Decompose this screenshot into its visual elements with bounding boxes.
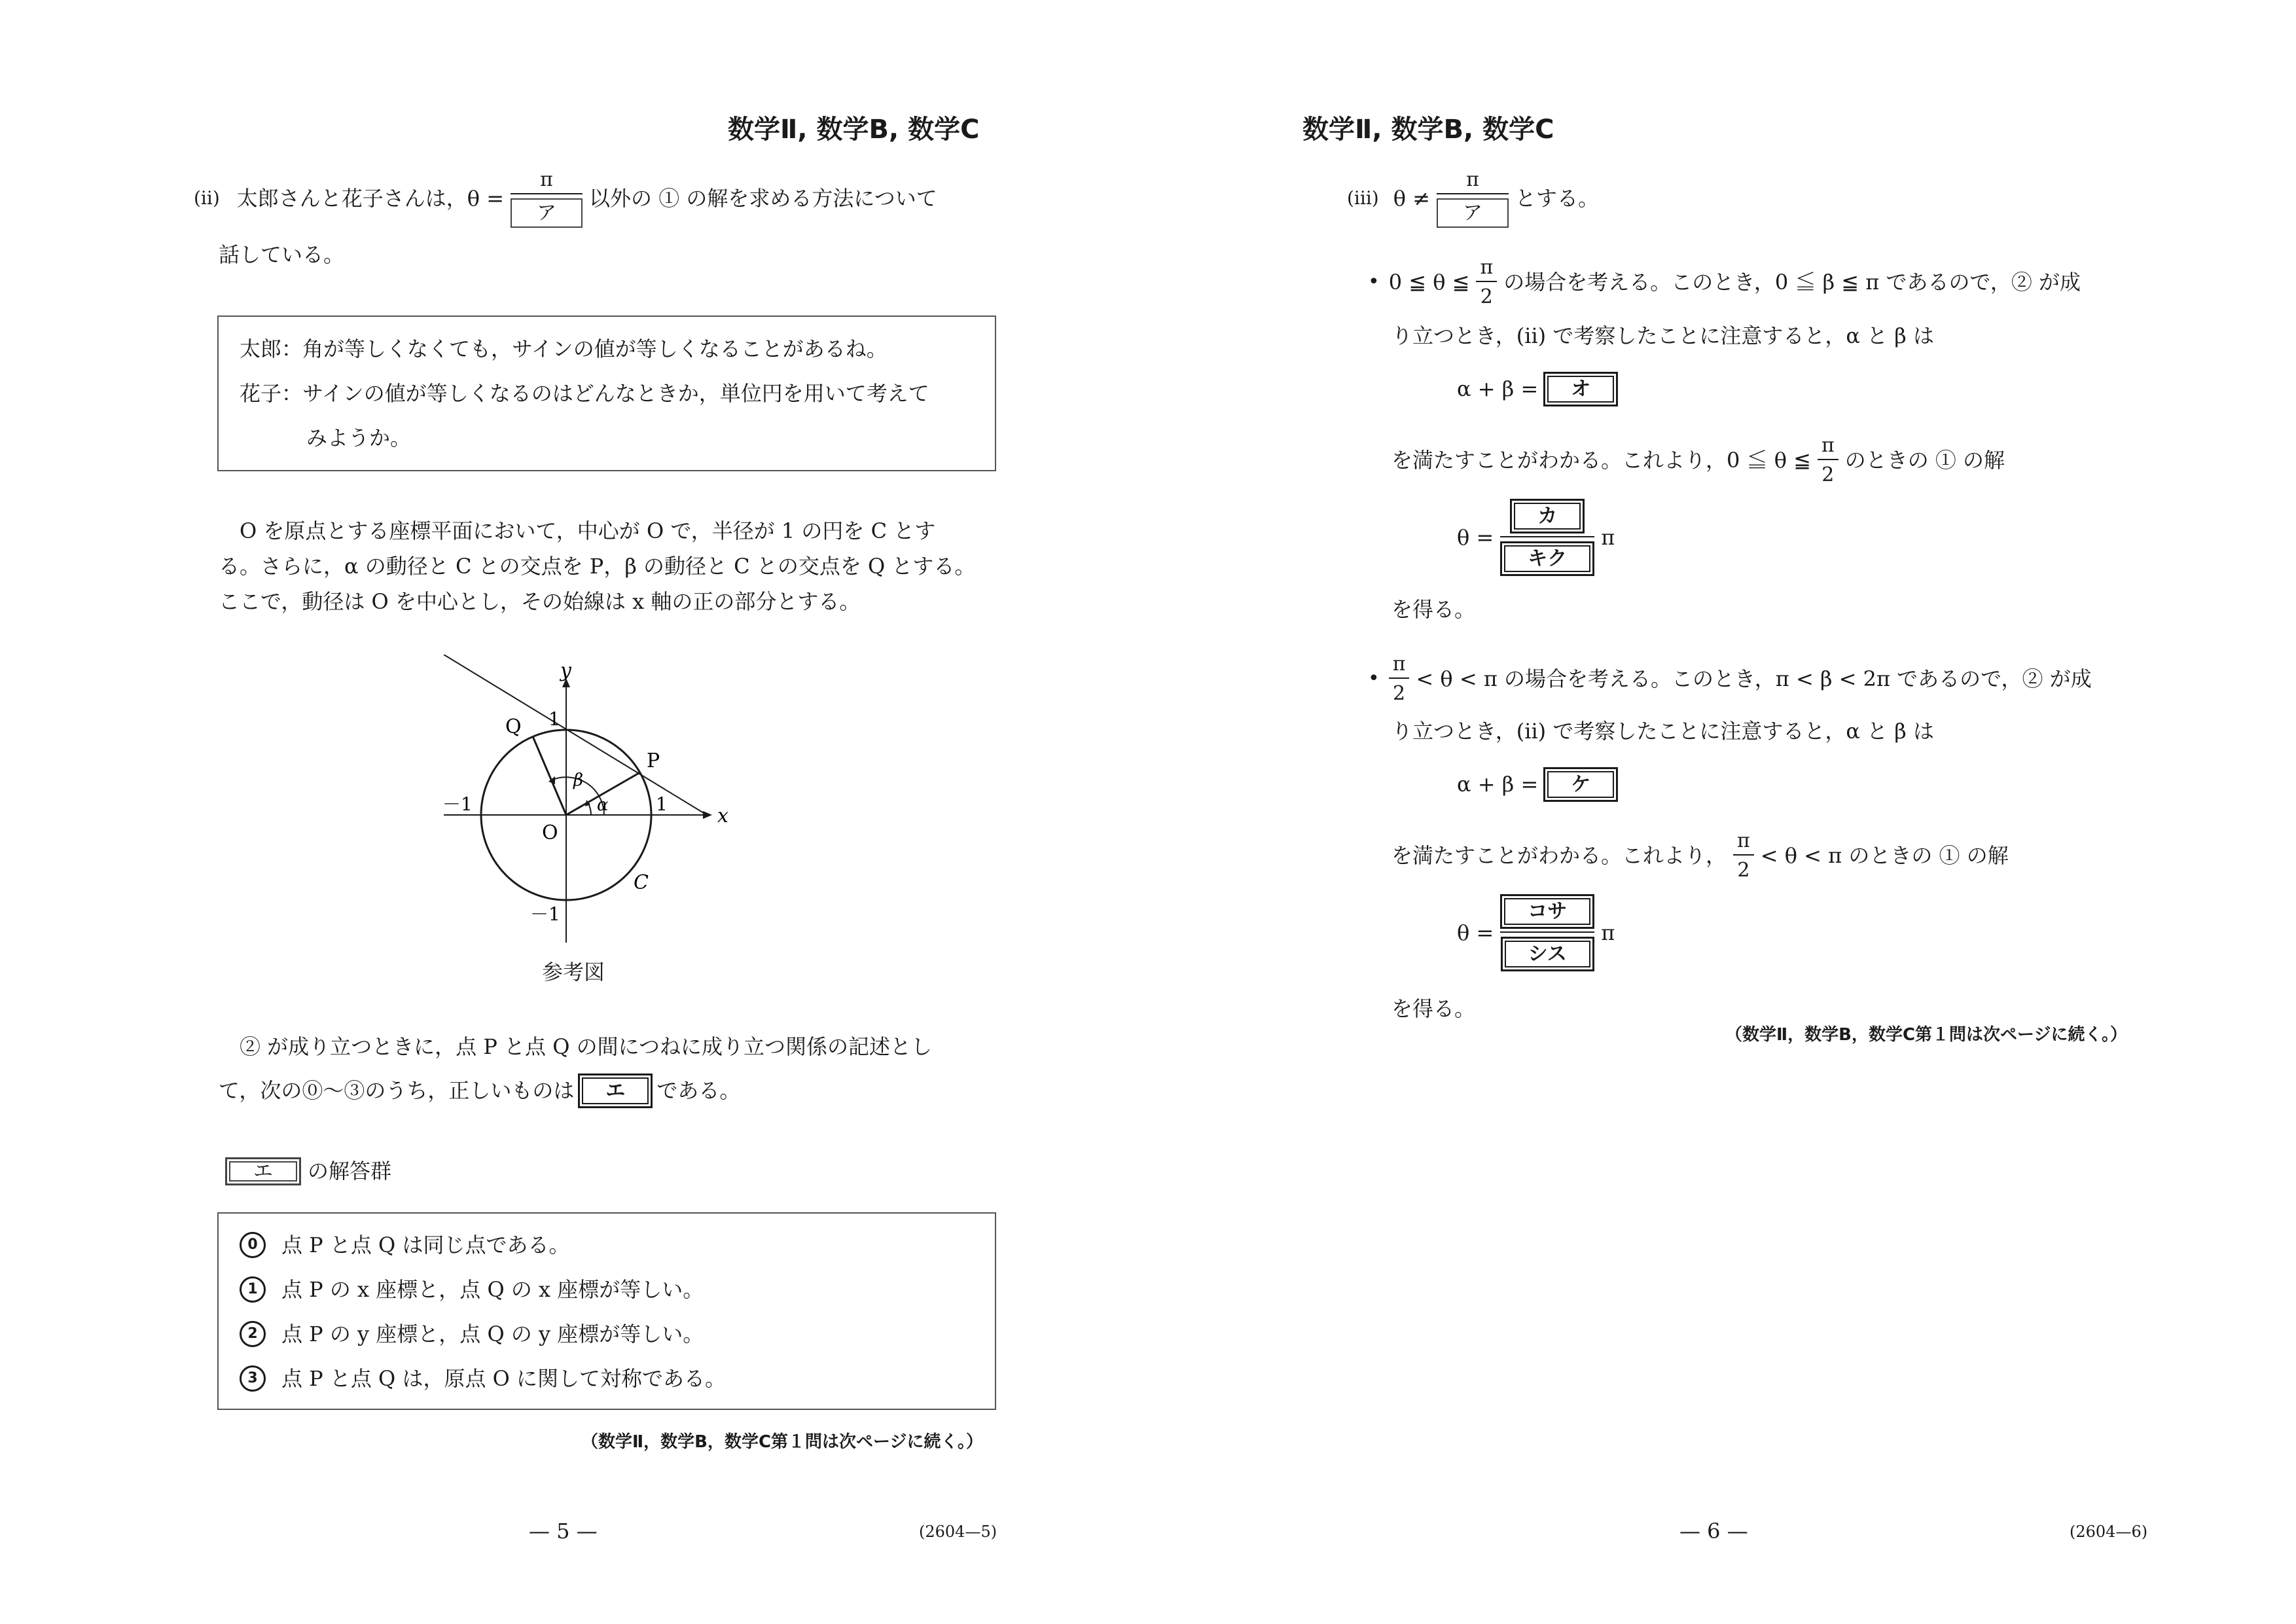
case1-frac-den: 2	[1480, 285, 1493, 308]
paragraph-line3: ここで，動径は O を中心とし，その始線は x 軸の正の部分とする。	[219, 589, 861, 614]
choice-0-text: 点 P と点 Q は同じ点である。	[281, 1232, 570, 1257]
left-page-code: (2604—5)	[919, 1523, 997, 1541]
q-ii-frac-box-a: ア	[511, 198, 583, 228]
case1-theta-bar	[1500, 536, 1594, 537]
q-ii-frac-num: π	[540, 168, 553, 191]
q-ii-marker: (ii)	[194, 187, 220, 209]
case2-line3-bar	[1733, 854, 1754, 856]
case1-post: の場合を考える。このとき，0 ≦ β ≦ π であるので，② が成	[1503, 269, 2081, 295]
x-axis-arrow	[703, 811, 712, 819]
case1-line3-den: 2	[1821, 463, 1835, 486]
q-iii-frac-box-a: ア	[1437, 198, 1509, 228]
case2-theta-pre: θ =	[1457, 920, 1494, 945]
q-iii-fraction	[1437, 169, 1509, 228]
question-line2-end: である。	[656, 1078, 741, 1104]
label-beta: β	[573, 770, 584, 790]
case1-eq-pre: α + β =	[1457, 376, 1539, 402]
q-iii-frac-bar	[1437, 193, 1509, 194]
case1-theta-post: π	[1601, 524, 1615, 550]
answer-box-ke[interactable]	[1543, 767, 1618, 802]
choice-1-text: 点 P の x 座標と，点 Q の x 座標が等しい。	[281, 1276, 704, 1302]
case2-line3-post: < θ < π のときの ① の解	[1760, 842, 2009, 868]
answer-box-o-label: オ	[1547, 376, 1614, 403]
case1-theta	[1457, 499, 1615, 576]
choice-2-text: 点 P の y 座標と，点 Q の y 座標が等しい。	[281, 1321, 704, 1346]
case2-line1	[1368, 653, 2092, 704]
group-label-text: の解答群	[308, 1159, 392, 1184]
dialogue-hanako: 花子：サインの値が等しくなるのはどんなときか，単位円を用いて考えて	[240, 381, 929, 406]
case2-frac-num: π	[1392, 653, 1406, 676]
answer-group-label	[225, 1157, 391, 1185]
left-continue-note: （数学Ⅱ，数学B，数学C第１問は次ページに続く。）	[581, 1432, 983, 1452]
right-page-number: — 6 —	[1679, 1519, 1748, 1543]
question-line2	[219, 1074, 740, 1108]
case1-line3-num: π	[1821, 434, 1835, 457]
q-iii-text-pre: θ ≠	[1393, 185, 1430, 211]
label-one-right: 1	[656, 793, 668, 815]
q-ii-fraction	[511, 169, 583, 228]
dialogue-hanako-cont: みようか。	[306, 425, 412, 450]
case1-end: を得る。	[1391, 597, 1476, 622]
answer-box-e[interactable]	[578, 1074, 653, 1108]
question-line1: ② が成り立つときに，点 P と点 Q の間につねに成り立つ関係の記述とし	[240, 1034, 932, 1059]
q-iii-text-post: とする。	[1515, 185, 1599, 211]
question-line2-text: て，次の⓪～③のうち，正しいものは	[219, 1078, 575, 1104]
choice-0-number: 0	[240, 1232, 266, 1258]
answer-box-shisu[interactable]	[1501, 937, 1594, 971]
answer-box-e-label: エ	[582, 1077, 649, 1104]
case2-equation	[1457, 767, 1618, 802]
right-page-header: 数学Ⅱ, 数学B, 数学C	[1302, 115, 1554, 145]
label-alpha: α	[597, 795, 609, 815]
choice-1[interactable]	[240, 1276, 704, 1303]
answer-box-ka-label: カ	[1514, 503, 1581, 530]
figure-caption: 参考図	[542, 960, 605, 984]
right-continue-note: （数学Ⅱ，数学B，数学C第１問は次ページに続く。）	[1725, 1025, 2127, 1045]
q-ii-text-post: 以外の ① の解を求める方法について	[589, 185, 937, 211]
case1-equation	[1457, 372, 1618, 406]
paragraph-line1: O を原点とする座標平面において，中心が O で，半径が 1 の円を C とす	[240, 518, 936, 543]
choice-3-text: 点 P と点 Q は，原点 O に関して対称である。	[281, 1365, 726, 1391]
label-y: y	[560, 659, 571, 682]
label-neg-one-left: －1	[442, 793, 473, 815]
case2-line3-num: π	[1737, 829, 1750, 852]
group-label-box-e: エ	[225, 1157, 301, 1185]
case2-line3-pre: を満たすことがわかる。これより，	[1391, 842, 1727, 868]
q-ii-frac-bar	[511, 193, 583, 194]
label-c: C	[634, 871, 649, 894]
q-ii-line1	[194, 169, 937, 228]
case2-frac-bar	[1389, 677, 1410, 679]
case2-theta-bar	[1500, 931, 1594, 933]
case1-pre: 0 ≦ θ ≦	[1388, 269, 1470, 295]
case1-line1	[1368, 257, 2081, 308]
answer-box-kosa-label: コサ	[1504, 898, 1590, 925]
label-neg-one-bottom: －1	[530, 903, 560, 925]
left-page-number: — 5 —	[529, 1519, 598, 1543]
x-axis	[444, 655, 707, 815]
case1-fraction	[1476, 257, 1497, 308]
case1-frac-bar	[1476, 281, 1497, 282]
case2-end: を得る。	[1391, 996, 1476, 1021]
case1-line3-bar	[1818, 459, 1839, 460]
case1-theta-pre: θ =	[1457, 524, 1494, 550]
answer-box-kiku[interactable]	[1500, 541, 1594, 576]
case2-line3-fraction	[1733, 830, 1754, 881]
q-iii-line	[1347, 169, 1599, 228]
right-page-code: (2604—6)	[2070, 1523, 2148, 1541]
answer-box-kiku-label: キク	[1504, 545, 1590, 572]
case1-line3-post: のときの ① の解	[1844, 447, 2005, 473]
label-p: P	[647, 749, 660, 772]
case1-frac-num: π	[1480, 256, 1494, 279]
answer-box-ka[interactable]	[1510, 499, 1585, 533]
choice-1-number: 1	[240, 1276, 266, 1303]
radius-q	[533, 736, 566, 815]
choice-0[interactable]	[240, 1232, 569, 1258]
choice-3[interactable]	[240, 1365, 726, 1392]
q-iii-marker: (iii)	[1347, 187, 1379, 209]
case2-bullet: •	[1368, 667, 1380, 690]
label-one-top: 1	[548, 708, 560, 730]
choice-2[interactable]	[240, 1321, 704, 1347]
unit-circle-figure	[432, 655, 733, 962]
q-iii-frac-num: π	[1466, 168, 1479, 191]
choice-3-number: 3	[240, 1365, 266, 1392]
dialogue-taro: 太郎：角が等しくなくても，サインの値が等しくなることがあるね。	[240, 336, 888, 361]
q-ii-line2: 話している。	[219, 242, 345, 267]
label-x: x	[717, 804, 728, 827]
answer-box-o[interactable]	[1543, 372, 1618, 406]
label-q: Q	[505, 715, 522, 738]
answer-box-ke-label: ケ	[1547, 771, 1614, 798]
answer-box-shisu-label: シス	[1505, 941, 1590, 967]
q-ii-text-pre: 太郎さんと花子さんは，θ =	[236, 185, 505, 211]
case1-line3-pre: を満たすことがわかる。これより，0 ≦ θ ≦	[1391, 447, 1811, 473]
choice-2-number: 2	[240, 1321, 266, 1347]
label-origin: O	[542, 821, 558, 844]
case1-line3	[1391, 435, 2005, 486]
paragraph-line2: る。さらに，α の動径と C との交点を P，β の動径と C との交点を Q とする。	[219, 554, 976, 579]
case2-eq-pre: α + β =	[1457, 772, 1539, 797]
case2-post: < θ < π の場合を考える。このとき，π < β < 2π であるので，② が成	[1416, 666, 2092, 691]
case2-fraction	[1389, 653, 1410, 704]
case2-line3-den: 2	[1737, 859, 1750, 882]
case2-theta-fraction	[1500, 894, 1594, 971]
case1-theta-fraction	[1500, 499, 1594, 576]
case2-theta-post: π	[1601, 920, 1615, 945]
case2-frac-den: 2	[1393, 682, 1406, 705]
case1-line3-fraction	[1818, 435, 1839, 486]
case2-line2: り立つとき，(ii) で考察したことに注意すると，α と β は	[1391, 719, 1934, 744]
left-page-header: 数学Ⅱ, 数学B, 数学C	[728, 115, 980, 145]
case2-theta	[1457, 894, 1615, 971]
case1-line2: り立つとき，(ii) で考察したことに注意すると，α と β は	[1391, 323, 1934, 348]
answer-box-kosa[interactable]	[1500, 894, 1594, 929]
case1-bullet: •	[1368, 270, 1380, 293]
case2-line3	[1391, 830, 2009, 881]
